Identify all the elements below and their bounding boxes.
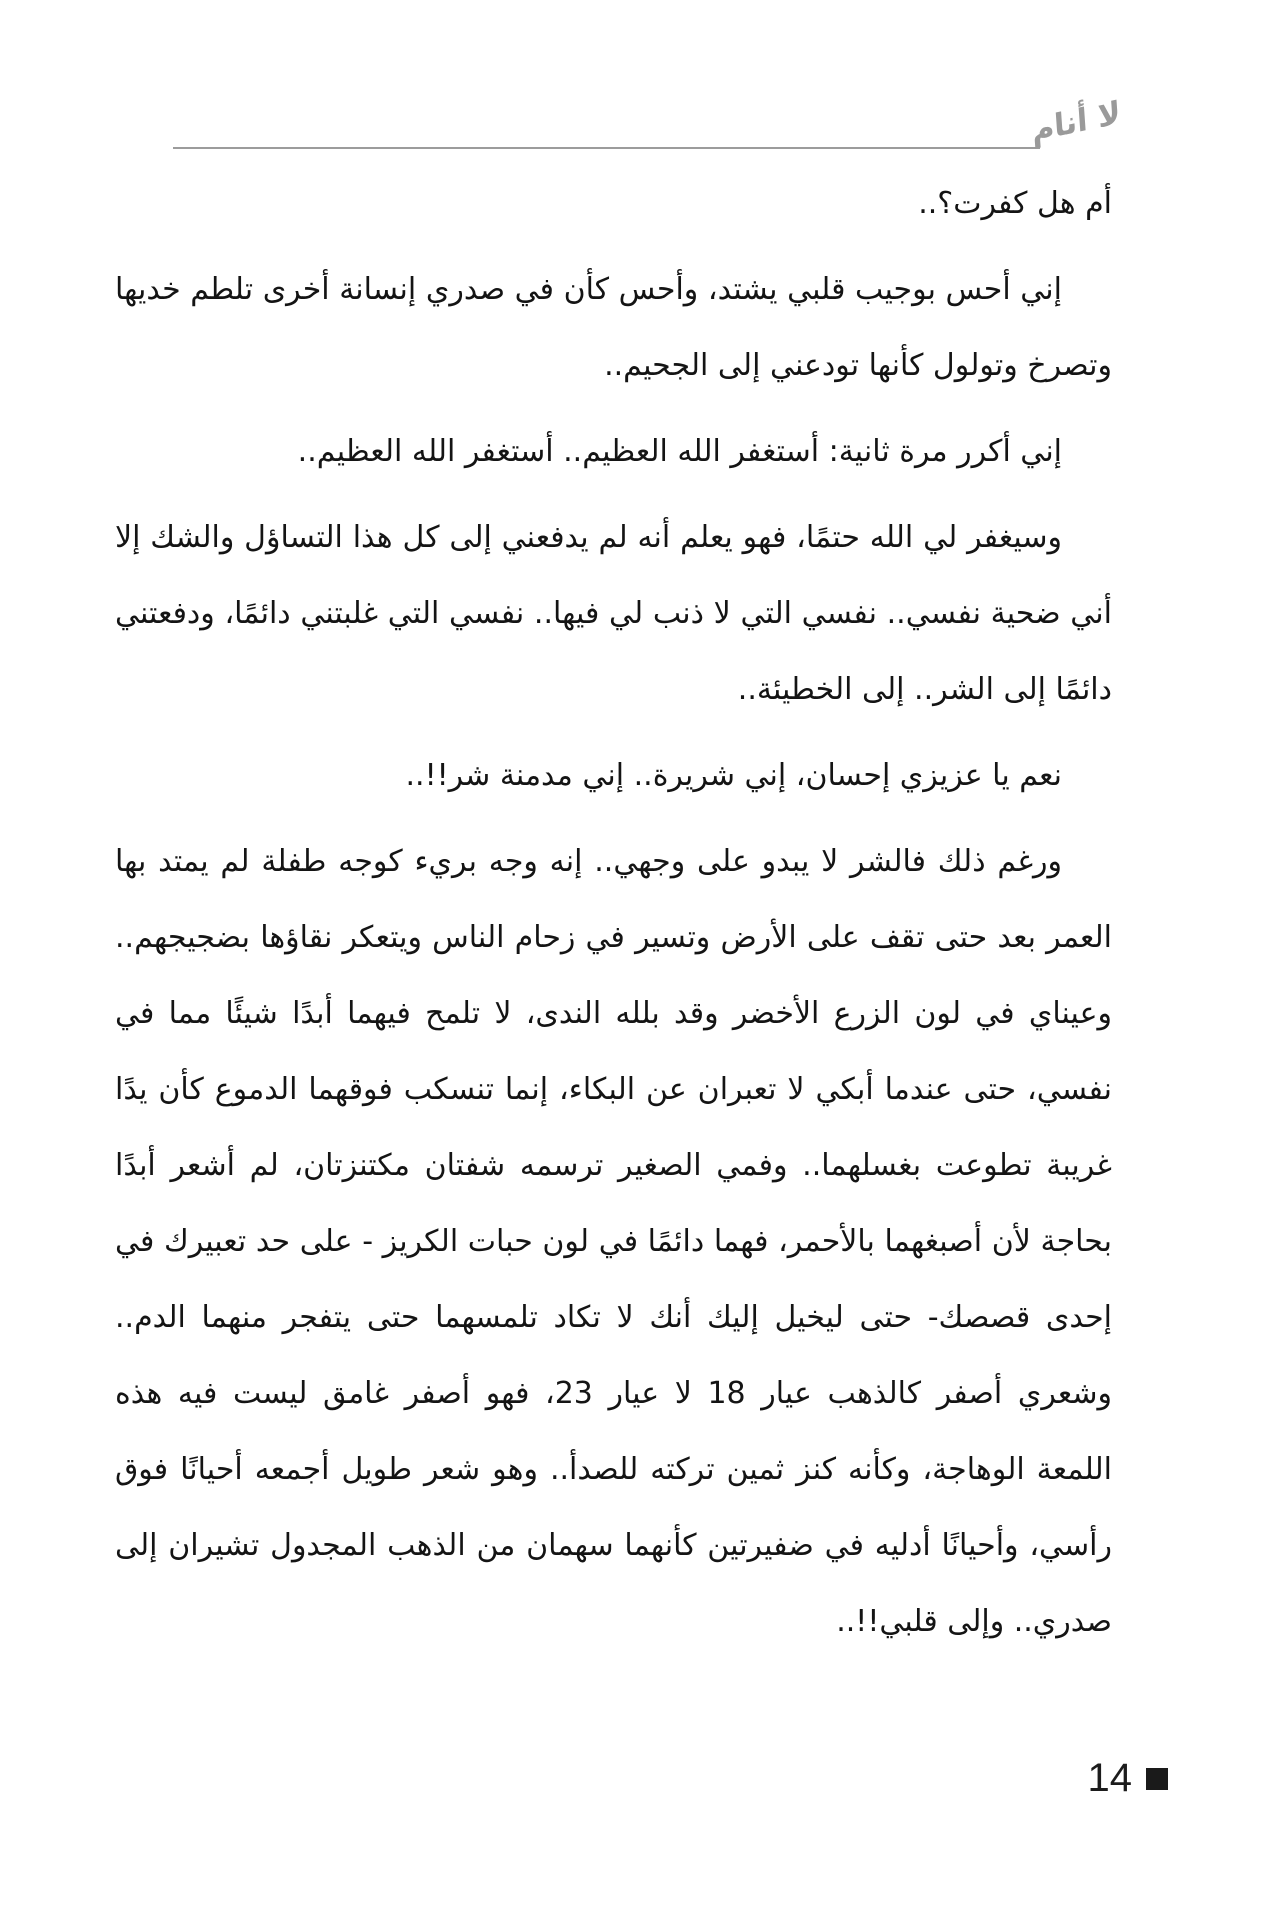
- paragraph-2: إني أحس بوجيب قلبي يشتد، وأحس كأن في صدري إنسانة أخرى تلطم خديها وتصرخ وتولول كأنها تودعني إلى الجحيم..: [115, 272, 1112, 383]
- paragraph-5: نعم يا عزيزي إحسان، إني شريرة.. إني مدمنة شر!!..: [405, 758, 1062, 793]
- book-title-calligraphy: لا أنام: [1031, 94, 1123, 150]
- text-block: [115, 166, 1112, 1670]
- paragraph-3: إني أكرر مرة ثانية: أستغفر الله العظيم.. أستغفر الله العظيم..: [297, 434, 1062, 469]
- folio-square-marker: [1146, 1768, 1168, 1790]
- paragraph-6: ورغم ذلك فالشر لا يبدو على وجهي.. إنه وجه بريء كوجه طفلة لم يمتد بها العمر بعد حتى تقف على الأرض وتسير في زحام الناس ويتعكر نقاؤها بضجيجهم.. وعيناي في لون الزرع الأخضر وقد بلله الندى، لا تلمح فيهما أبدًا شيئًا مما في نفسي، حتى عندما أبكي لا تعبران عن البكاء، إنما تنسكب فوقهما الدموع كأن يدًا غريبة تطوعت بغسلهما.. وفمي الصغير ترسمه شفتان مكتنزتان، لم أشعر أبدًا بحاجة لأن أصبغهما بالأحمر، فهما دائمًا في لون حبات الكريز - على حد تعبيرك في إحدى قصصك- حتى ليخيل إليك أنك لا تكاد تلمسهما حتى يتفجر منهما الدم.. وشعري أصفر كالذهب عيار 18 لا عيار 23، فهو أصفر غامق ليست فيه هذه اللمعة الوهاجة، وكأنه كنز ثمين تركته للصدأ.. وهو شعر طويل أجمعه أحيانًا فوق رأسي، وأحيانًا أدليه في ضفيرتين كأنهما سهمان من الذهب المجدول تشيران إلى صدري.. وإلى قلبي!!..: [115, 844, 1112, 1639]
- header-rule-divider: [173, 147, 1040, 149]
- page-number: 14: [1087, 1756, 1132, 1800]
- paragraph-1: أم هل كفرت؟..: [918, 186, 1112, 221]
- page-footer: [1088, 1758, 1169, 1798]
- paragraph-4: وسيغفر لي الله حتمًا، فهو يعلم أنه لم يدفعني إلى كل هذا التساؤل والشك إلا أني ضحية نفسي.. نفسي التي لا ذنب لي فيها.. نفسي التي غلبتني دائمًا، ودفعتني دائمًا إلى الشر.. إلى الخطيئة..: [115, 520, 1112, 707]
